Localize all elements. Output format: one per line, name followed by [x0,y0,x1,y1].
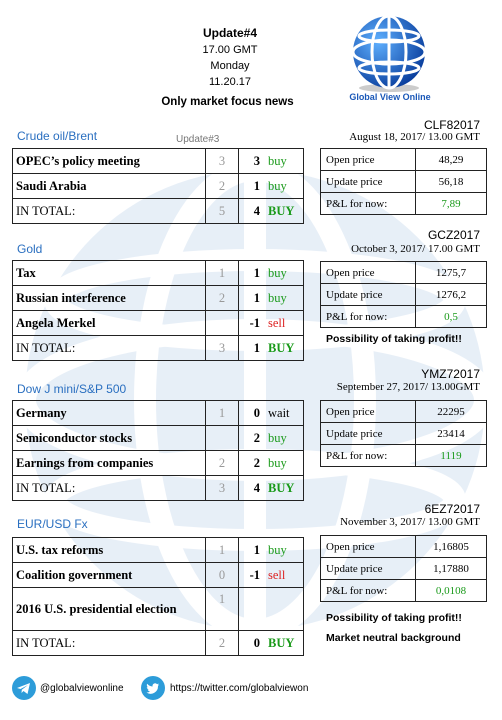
table-row [321,558,487,580]
open-price-value: 22295 [416,401,487,423]
update-price-value: 56,18 [416,171,487,193]
factor-name: Germany [13,401,206,426]
pl-value: 7,89 [416,193,487,215]
profit-note: Possibility of taking profit!! [326,612,462,624]
table-row [321,171,487,193]
table-row [13,401,304,426]
table-row [13,563,304,588]
total-row [13,476,304,501]
total-label: IN TOTAL: [13,199,206,224]
factor-name: 2016 U.S. presidential election [13,588,206,631]
factor-name: Russian interference [13,286,206,311]
current-score [239,588,263,631]
previous-score: 3 [206,149,239,174]
focus-subtitle: Only market focus news [161,96,294,108]
table-row [13,538,304,563]
action-signal: wait [262,401,304,426]
pl-label: P&L for now: [321,193,416,215]
action-signal [262,588,304,631]
table-row [321,149,487,171]
previous-total: 5 [206,199,239,224]
action-signal: buy [262,538,304,563]
factor-name: Saudi Arabia [13,174,206,199]
open-price-label: Open price [321,149,416,171]
current-total: 0 [239,631,263,656]
open-price-value: 1275,7 [416,262,487,284]
previous-score [206,311,239,336]
current-score: -1 [239,563,263,588]
contract-date: August 18, 2017/ 13.00 GMT [349,131,480,143]
table-row [13,426,304,451]
action-signal: buy [262,286,304,311]
contract-date: November 3, 2017/ 13.00 GMT [340,516,480,528]
action-signal: buy [262,261,304,286]
factor-name: U.S. tax reforms [13,538,206,563]
section-title-crude: Crude oil/Brent [17,129,98,143]
previous-score: 1 [206,401,239,426]
current-score: 0 [239,401,263,426]
total-signal: BUY [262,476,304,501]
table-row [321,306,487,328]
update-price-value: 1,17880 [416,558,487,580]
table-row [321,262,487,284]
table-row [321,193,487,215]
section-title-dow: Dow J mini/S&P 500 [17,382,127,396]
previous-total: 3 [206,476,239,501]
previous-score: 1 [206,538,239,563]
previous-score: 1 [206,261,239,286]
total-label: IN TOTAL: [13,336,206,361]
pl-label: P&L for now: [321,580,416,602]
previous-score: 2 [206,286,239,311]
current-score: 1 [239,286,263,311]
current-score: 1 [239,538,263,563]
pl-value: 0,0108 [416,580,487,602]
table-row [13,286,304,311]
table-row [13,174,304,199]
previous-score: 1 [206,588,239,631]
table-row [13,588,304,631]
table-row [13,311,304,336]
header-date: 11.20.17 [208,76,251,88]
section-title-gold: Gold [17,242,43,256]
contract-code: GCZ2017 [427,228,480,242]
contract-code: 6EZ72017 [424,502,480,516]
telegram-icon[interactable] [12,676,36,700]
total-signal: BUY [262,336,304,361]
factor-name: Coalition government [13,563,206,588]
contract-date: September 27, 2017/ 13.00GMT [336,381,480,393]
header-time: 17.00 GMT [202,44,258,56]
previous-update-label: Update#3 [176,134,220,145]
dow-price-table [320,400,487,467]
total-row [13,199,304,224]
open-price-label: Open price [321,401,416,423]
total-label: IN TOTAL: [13,631,206,656]
current-score: 1 [239,261,263,286]
table-row [321,536,487,558]
open-price-value: 1,16805 [416,536,487,558]
open-price-label: Open price [321,262,416,284]
action-signal: buy [262,174,304,199]
previous-score: 2 [206,174,239,199]
action-signal: sell [262,311,304,336]
eurusd-price-table [320,535,487,602]
previous-total: 3 [206,336,239,361]
profit-note: Possibility of taking profit!! [326,333,462,345]
twitter-icon[interactable] [141,676,165,700]
factor-name: Angela Merkel [13,311,206,336]
table-row [321,284,487,306]
total-row [13,336,304,361]
action-signal: buy [262,426,304,451]
update-price-value: 1276,2 [416,284,487,306]
action-signal: buy [262,451,304,476]
factor-name: Tax [13,261,206,286]
table-row [13,261,304,286]
total-row [13,631,304,656]
crude-price-table [320,148,487,215]
pl-value: 0,5 [416,306,487,328]
factor-name: Semiconductor stocks [13,426,206,451]
previous-total: 2 [206,631,239,656]
previous-score [206,426,239,451]
total-label: IN TOTAL: [13,476,206,501]
current-total: 4 [239,199,263,224]
current-score: 3 [239,149,263,174]
action-signal: sell [262,563,304,588]
total-signal: BUY [262,199,304,224]
page-title: Update#4 [202,26,258,40]
table-row [321,580,487,602]
factor-name: Earnings from companies [13,451,206,476]
current-score: -1 [239,311,263,336]
pl-label: P&L for now: [321,306,416,328]
update-price-label: Update price [321,284,416,306]
contract-date: October 3, 2017/ 17.00 GMT [351,243,480,255]
current-total: 1 [239,336,263,361]
gold-factors-table [12,260,304,361]
twitter-link[interactable]: https://twitter.com/globalviewon [170,683,309,694]
pl-value: 1119 [416,445,487,467]
total-signal: BUY [262,631,304,656]
pl-label: P&L for now: [321,445,416,467]
current-score: 2 [239,426,263,451]
section-title-eurusd: EUR/USD Fx [17,517,88,531]
eurusd-factors-table [12,537,304,656]
current-score: 2 [239,451,263,476]
market-note: Market neutral background [326,632,461,644]
globe-logo-icon [348,12,430,94]
header-day: Monday [210,60,250,72]
current-total: 4 [239,476,263,501]
factor-name: OPEC’s policy meeting [13,149,206,174]
update-price-label: Update price [321,423,416,445]
update-price-value: 23414 [416,423,487,445]
contract-code: CLF82017 [423,118,480,132]
previous-score: 0 [206,563,239,588]
telegram-handle[interactable]: @globalviewonline [40,683,124,694]
previous-score: 2 [206,451,239,476]
table-row [321,423,487,445]
dow-factors-table [12,400,304,501]
table-row [13,451,304,476]
action-signal: buy [262,149,304,174]
gold-price-table [320,261,487,328]
table-row [13,149,304,174]
update-price-label: Update price [321,558,416,580]
table-row [321,401,487,423]
logo-text: Global View Online [349,92,431,102]
update-price-label: Update price [321,171,416,193]
crude-factors-table [12,148,304,224]
current-score: 1 [239,174,263,199]
contract-code: YMZ72017 [421,367,480,381]
open-price-label: Open price [321,536,416,558]
table-row [321,445,487,467]
open-price-value: 48,29 [416,149,487,171]
